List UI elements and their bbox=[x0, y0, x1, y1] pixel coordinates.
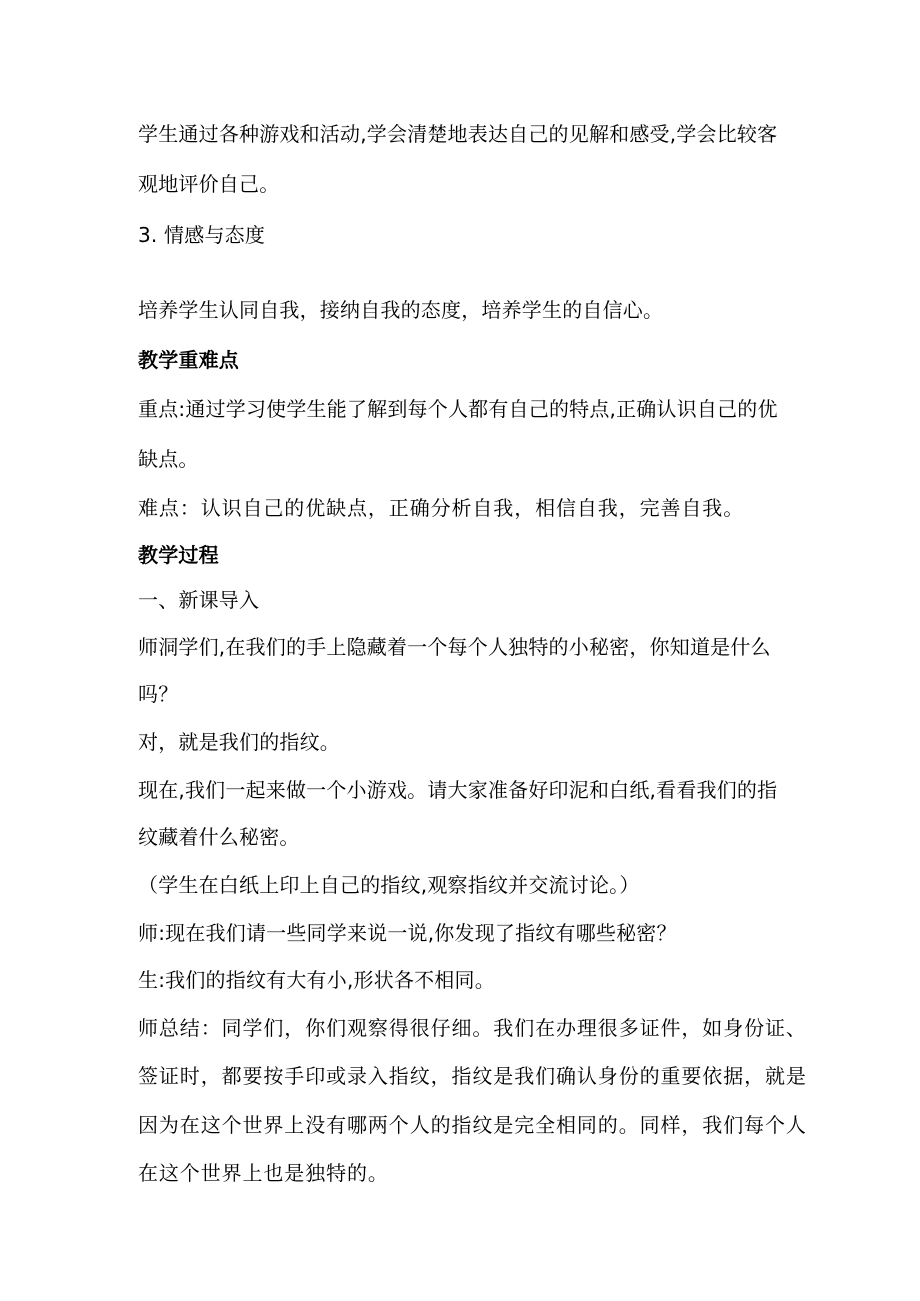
objective-skill-line-1: 学生通过各种游戏和活动,学会清楚地表达自己的见解和感受,学会比较客 bbox=[138, 122, 778, 146]
paragraph-2: 对，就是我们的指纹。 bbox=[138, 730, 340, 754]
section-intro-heading: 一、新课导入 bbox=[138, 588, 260, 612]
paragraph-7-line-1: 师总结：同学们，你们观察得很仔细。我们在办理很多证件，如身份证、 bbox=[138, 1016, 807, 1040]
key-points-heading: 教学重难点 bbox=[138, 348, 239, 372]
paragraph-3-line-1: 现在,我们一起来做一个小游戏。请大家准备好印泥和白纸,看看我们的指 bbox=[138, 778, 778, 802]
emotion-heading: 3. 情感与态度 bbox=[138, 223, 266, 247]
paragraph-1-line-2: 吗？ bbox=[138, 682, 179, 706]
emotion-text: 培养学生认同自我，接纳自我的态度，培养学生的自信心。 bbox=[138, 298, 664, 322]
paragraph-7-line-3: 因为在这个世界上没有哪两个人的指纹是完全相同的。同样，我们每个人 bbox=[138, 1113, 807, 1137]
objective-skill-line-2: 观地评价自己。 bbox=[138, 172, 280, 196]
paragraph-7-line-2: 签证时，都要按手印或录入指纹，指纹是我们确认身份的重要依据，就是 bbox=[138, 1064, 807, 1088]
paragraph-1-line-1: 师洞学们,在我们的手上隐藏着一个每个人独特的小秘密，你知道是什么 bbox=[138, 635, 771, 659]
paragraph-6: 生:我们的指纹有大有小,形状各不相同。 bbox=[138, 968, 495, 992]
paragraph-4: （学生在白纸上印上自己的指纹,观察指纹并交流讨论。） bbox=[138, 873, 640, 897]
difficulty-text: 难点：认识自己的优缺点，正确分析自我，相信自我，完善自我。 bbox=[138, 496, 745, 520]
focus-line-1: 重点:通过学习使学生能了解到每个人都有自己的特点,正确认识自己的优 bbox=[138, 397, 778, 421]
focus-line-2: 缺点。 bbox=[138, 447, 199, 471]
paragraph-5: 师:现在我们请一些同学来说一说,你发现了指纹有哪些秘密？ bbox=[138, 921, 677, 945]
process-heading: 教学过程 bbox=[138, 543, 219, 567]
paragraph-3-line-2: 纹藏着什么秘密。 bbox=[138, 825, 300, 849]
paragraph-7-line-4: 在这个世界上也是独特的。 bbox=[138, 1161, 389, 1185]
